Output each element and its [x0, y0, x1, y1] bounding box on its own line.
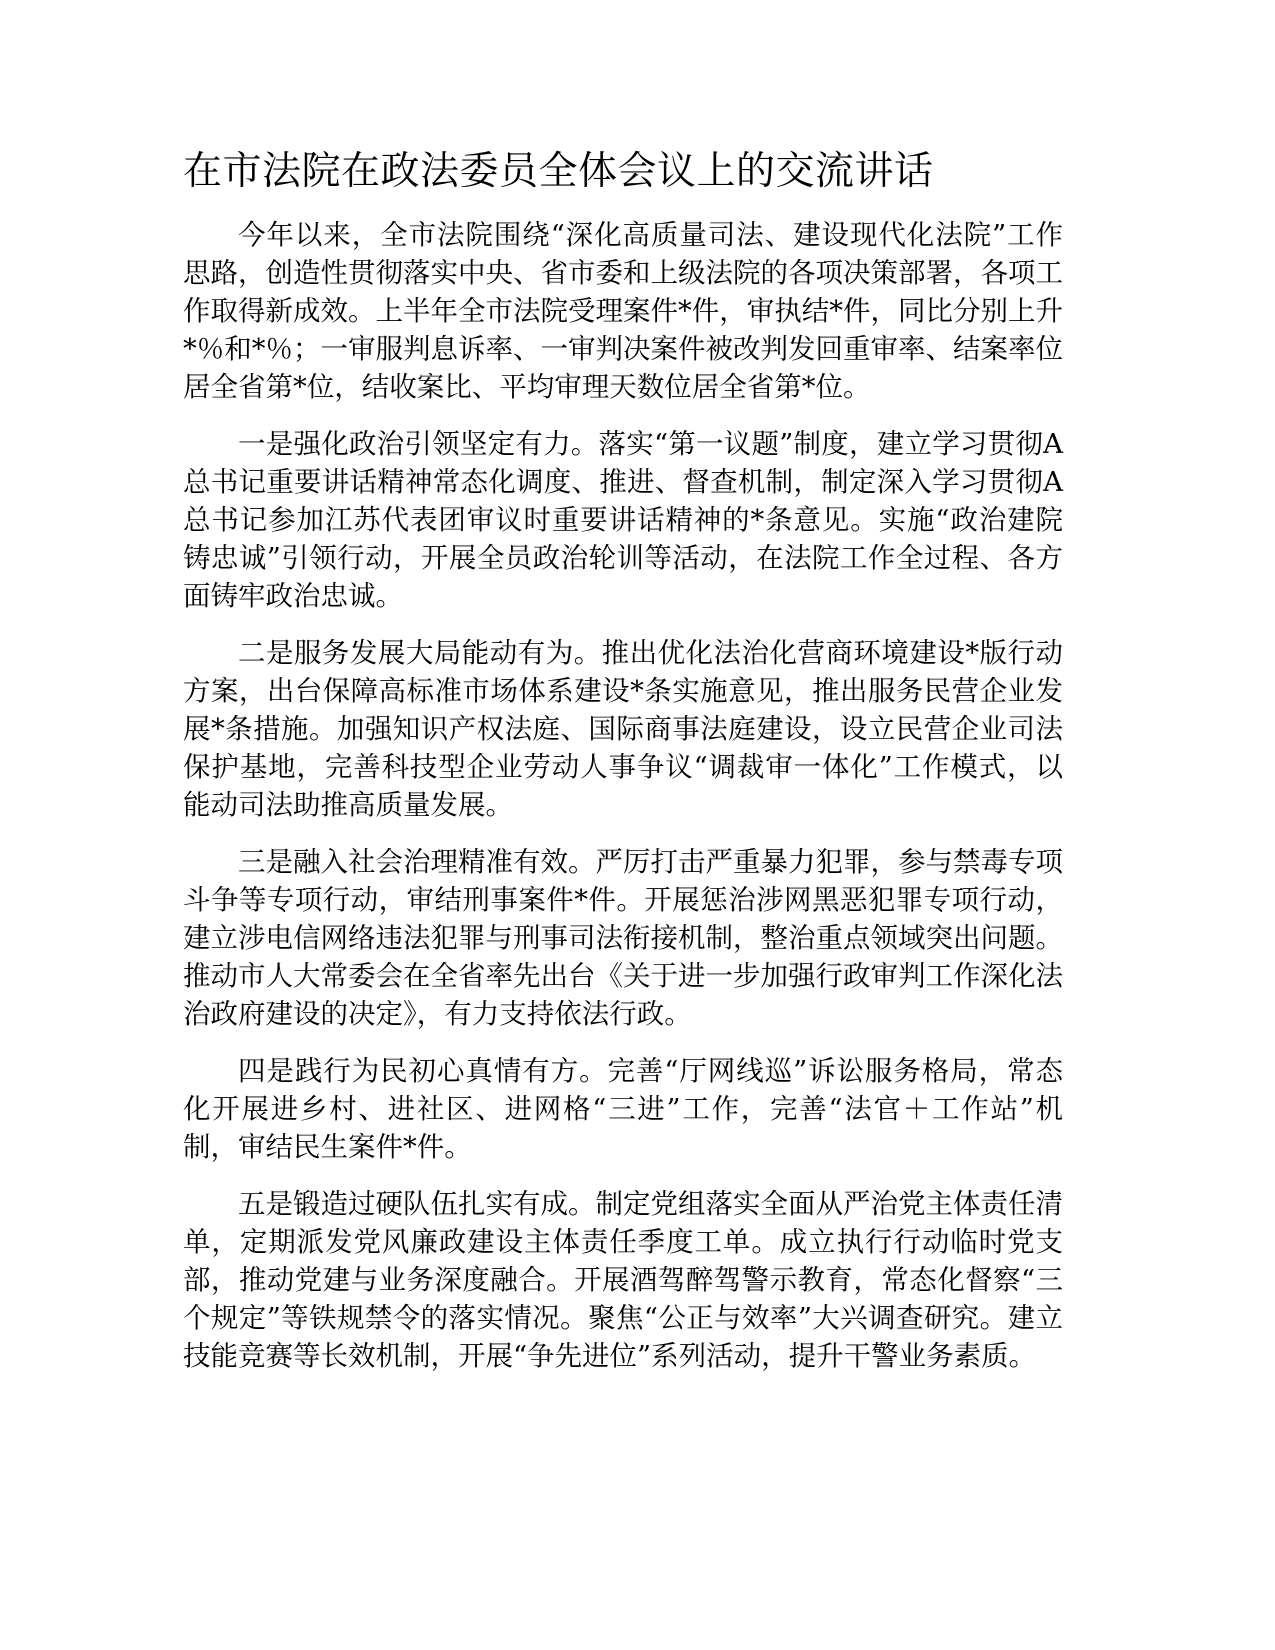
document-body	[183, 148, 1063, 1394]
paragraph-serving-people: 四是践行为民初心真情有方。完善“厅网线巡”诉讼服务格局，常态化开展进乡村、进社区、进网格“三进”工作，完善“法官＋工作站”机制，审结民生案件*件。	[183, 1055, 1063, 1163]
paragraph-team-building: 五是锻造过硬队伍扎实有成。制定党组落实全面从严治党主体责任清单，定期派发党风廉政建设主体责任季度工单。成立执行行动临时党支部，推动党建与业务深度融合。开展酒驾醉驾警示教育，常态化督察“三个规定”等铁规禁令的落实情况。聚焦“公正与效率”大兴调查研究。建立技能竞赛等长效机制，开展“争先进位”系列活动，提升干警业务素质。	[183, 1188, 1063, 1372]
paragraph-social-governance: 三是融入社会治理精准有效。严厉打击严重暴力犯罪，参与禁毒专项斗争等专项行动，审结刑事案件*件。开展惩治涉网黑恶犯罪专项行动，建立涉电信网络违法犯罪与刑事司法衔接机制，整治重点领域突出问题。推动市人大常委会在全省率先出台《关于进一步加强行政审判工作深化法治政府建设的决定》，有力支持依法行政。	[183, 846, 1063, 1030]
paragraph-serving-development: 二是服务发展大局能动有为。推出优化法治化营商环境建设*版行动方案，出台保障高标准市场体系建设*条实施意见，推出服务民营企业发展*条措施。加强知识产权法庭、国际商事法庭建设，设立民营企业司法保护基地，完善科技型企业劳动人事争议“调裁审一体化”工作模式，以能动司法助推高质量发展。	[183, 637, 1063, 821]
paragraph-political-leadership: 一是强化政治引领坚定有力。落实“第一议题”制度，建立学习贯彻A总书记重要讲话精神常态化调度、推进、督查机制，制定深入学习贯彻A总书记参加江苏代表团审议时重要讲话精神的*条意见。实施“政治建院铸忠诚”引领行动，开展全员政治轮训等活动，在法院工作全过程、各方面铸牢政治忠诚。	[183, 428, 1063, 612]
paragraph-intro: 今年以来，全市法院围绕“深化高质量司法、建设现代化法院”工作思路，创造性贯彻落实中央、省市委和上级法院的各项决策部署，各项工作取得新成效。上半年全市法院受理案件*件，审执结*件，同比分别上升*％和*％；一审服判息诉率、一审判决案件被改判发回重审率、结案率位居全省第*位，结收案比、平均审理天数位居全省第*位。	[183, 219, 1063, 403]
document-title: 在市法院在政法委员全体会议上的交流讲话	[183, 149, 934, 194]
